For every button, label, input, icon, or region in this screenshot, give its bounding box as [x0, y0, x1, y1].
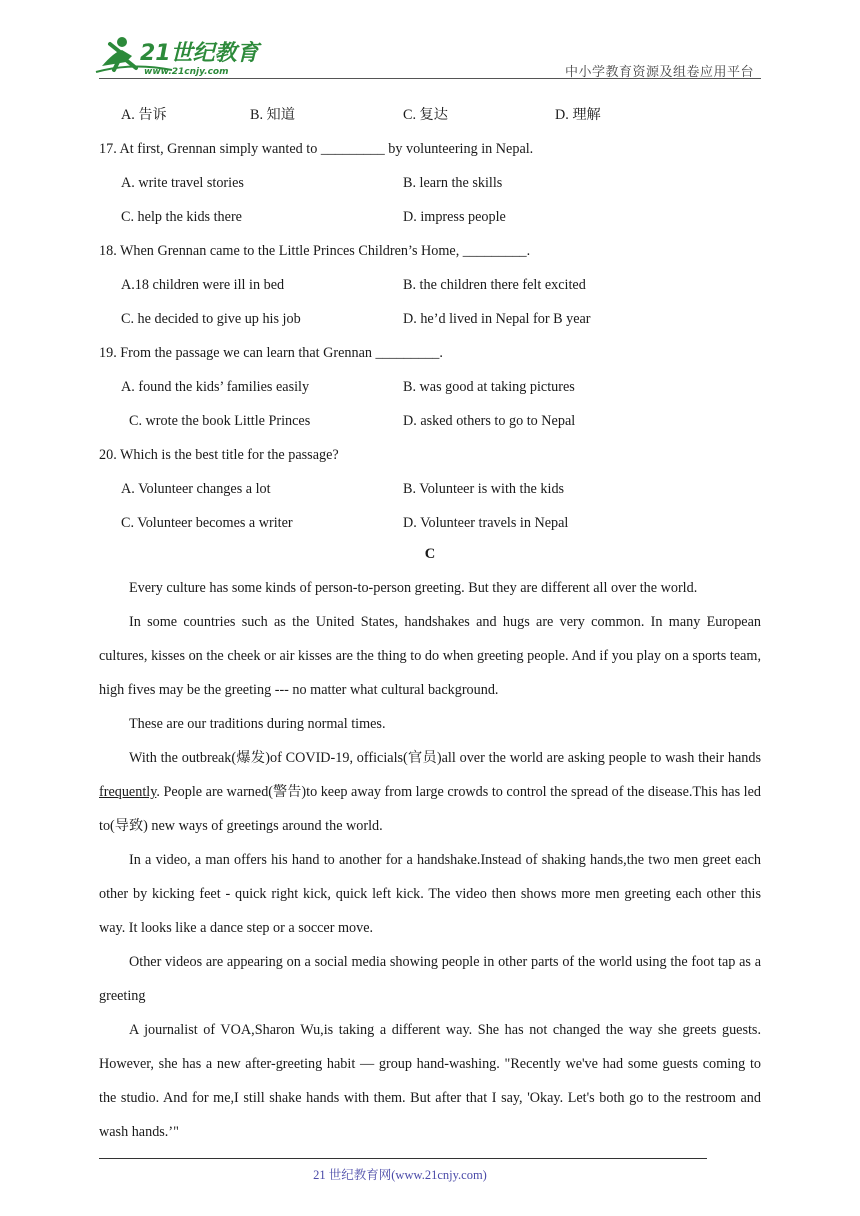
section-heading: C [424, 546, 436, 562]
logo-url: www.21cnjy.com [144, 67, 229, 77]
q17-option-c: C. help the kids there [121, 209, 242, 225]
question-18-options-2 [0, 310, 860, 328]
question-19-options [0, 378, 860, 396]
q20-option-b: B. Volunteer is with the kids [403, 481, 565, 497]
q16-options [0, 106, 860, 124]
q20-option-c: C. Volunteer becomes a writer [121, 515, 293, 531]
header-divider [99, 78, 761, 79]
q20-option-d: D. Volunteer travels in Nepal [403, 515, 569, 531]
question-17-stem: 17. At first, Grennan simply wanted to _________ by volunteering in Nepal. [99, 141, 534, 157]
footer-divider [99, 1158, 707, 1159]
q17-option-d: D. impress people [403, 209, 506, 225]
question-20-options [0, 480, 860, 498]
underlined-word: frequently [99, 784, 157, 800]
q18-option-d: D. he’d lived in Nepal for B year [403, 311, 591, 327]
q16-option-b: B. 知道 [250, 107, 295, 123]
q18-option-c: C. he decided to give up his job [121, 311, 301, 327]
question-17-options [0, 174, 860, 192]
passage-paragraph-6: Other videos are appearing on a social media showing people in other parts of the world using the foot tap as a greeting [99, 954, 761, 1004]
q19-option-c: C. wrote the book Little Princes [129, 413, 311, 429]
q19-option-d: D. asked others to go to Nepal [403, 413, 576, 429]
q16-option-c: C. 复达 [403, 107, 448, 123]
paragraph-4-part-2: . People are warned(警告)to keep away from large crowds to control the spread of the disease.This has led to(导致) new ways of greetings around the world. [99, 784, 761, 834]
logo-text: 21世纪教育 [140, 41, 259, 66]
site-logo [92, 32, 262, 80]
q17-option-b: B. learn the skills [403, 175, 503, 191]
q18-option-a: A.18 children were ill in bed [121, 277, 285, 293]
q19-option-b: B. was good at taking pictures [403, 379, 575, 395]
passage-paragraph-4 [99, 741, 761, 843]
question-17-options-2 [0, 208, 860, 226]
q18-option-b: B. the children there felt excited [403, 277, 586, 293]
question-19-stem: 19. From the passage we can learn that Grennan _________. [99, 345, 443, 361]
passage-paragraph-1: Every culture has some kinds of person-to-person greeting. But they are different all over the world. [129, 580, 698, 596]
runner-logo-icon [92, 32, 262, 80]
question-18-options [0, 276, 860, 294]
q20-option-a: A. Volunteer changes a lot [121, 481, 271, 497]
paragraph-4-part-1: With the outbreak(爆发)of COVID-19, officials(官员)all over the world are asking people to wash their hands [129, 750, 761, 766]
passage-paragraph-3: These are our traditions during normal times. [129, 716, 386, 732]
question-18-stem: 18. When Grennan came to the Little Princes Children’s Home, _________. [99, 243, 531, 259]
question-19-options-2 [0, 412, 860, 430]
passage-paragraph-7: A journalist of VOA,Sharon Wu,is taking a different way. She has not changed the way she greets guests. However, she has a new after-greeting habit — group hand-washing. "Recently we've had some guests coming to the studio. And for me,I still shake hands with them. But after that I say, 'Okay. Let's both go to the restroom and wash hands.’" [99, 1022, 761, 1140]
question-20-stem: 20. Which is the best title for the passage? [99, 447, 339, 463]
header-platform-title: 中小学教育资源及组卷应用平台 [564, 65, 754, 80]
q16-option-a: A. 告诉 [121, 107, 167, 123]
passage-paragraph-2: In some countries such as the United States, handshakes and hugs are very common. In many European cultures, kisses on the cheek or air kisses are the thing to do when greeting people. And if you play on a sports team, high fives may be the greeting --- no matter what cultural background. [99, 614, 761, 698]
q17-option-a: A. write travel stories [121, 175, 244, 191]
q16-option-d: D. 理解 [555, 107, 601, 123]
footer-site[interactable]: 21 世纪教育网(www.21cnjy.com) [313, 1168, 487, 1182]
q19-option-a: A. found the kids’ families easily [121, 379, 310, 395]
question-20-options-2 [0, 514, 860, 532]
passage-paragraph-5: In a video, a man offers his hand to another for a handshake.Instead of shaking hands,the two men greet each other by kicking feet - quick right kick, quick left kick. The video then shows more men greeting each other this way. It looks like a dance step or a soccer move. [99, 852, 761, 936]
